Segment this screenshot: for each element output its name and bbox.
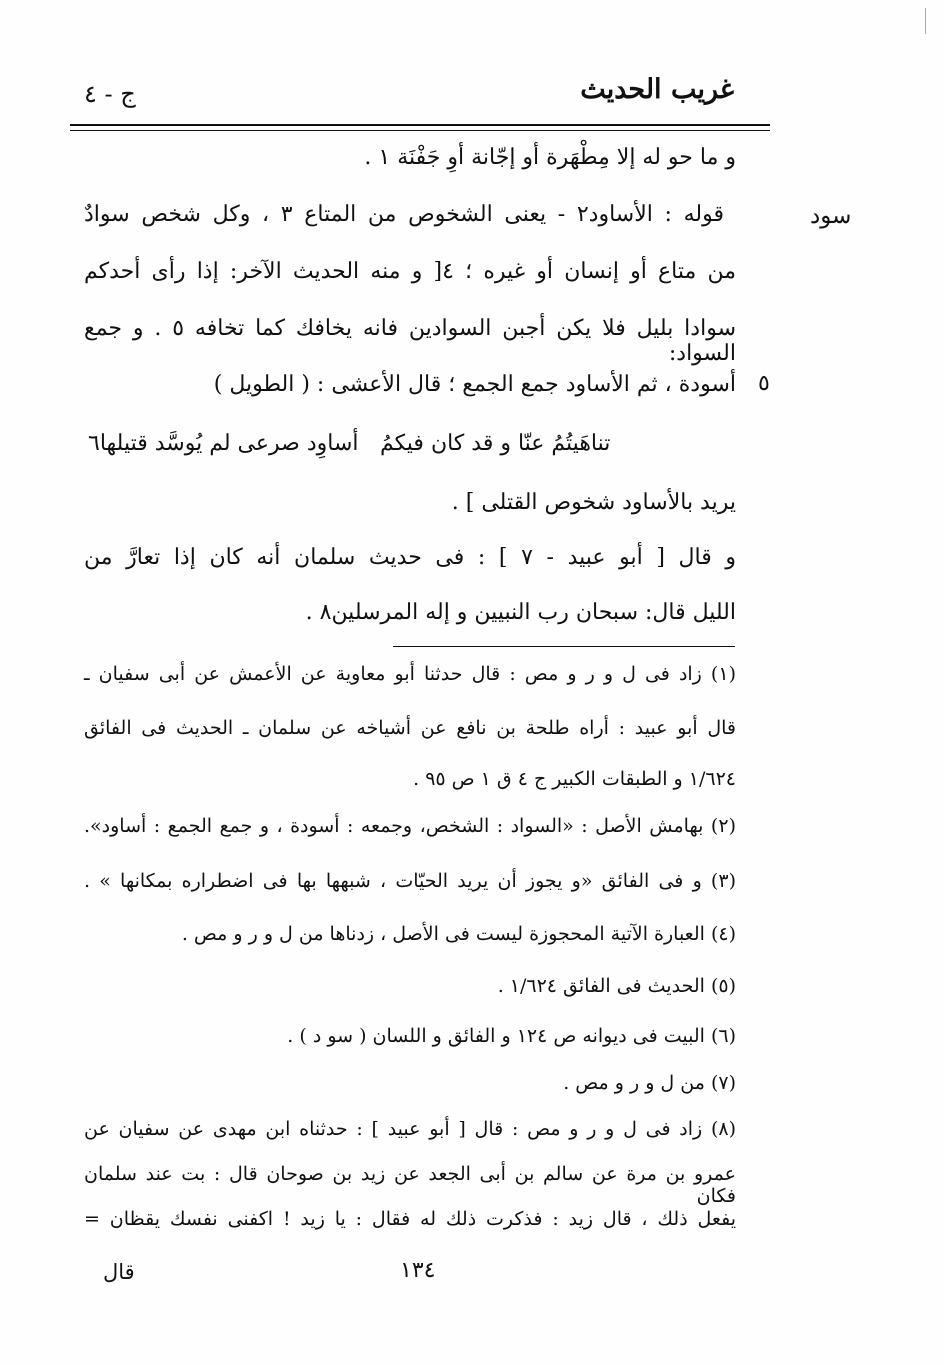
body-line: قوله : الأساود٢ - يعنى الشخوص من المتاع ٣ ، وكل شخص سوادٌ bbox=[84, 202, 724, 227]
volume-label: ج - ٤ bbox=[84, 80, 136, 108]
footnote-rule bbox=[393, 646, 735, 647]
footnote-line: (٧) من ل و ر و مص . bbox=[563, 1072, 736, 1094]
body-line: و ما حو له إلا مِطْهَرة أو إجّانة أوِ جَفْنَة ١ . bbox=[364, 145, 736, 170]
footnote-line: قال أبو عبيد : أراه طلحة بن نافع عن أشياخه عن سلمان ـ الحديث فى الفائق bbox=[84, 717, 736, 739]
body-line: من متاع أو إنسان أو غيره ؛ ٤[ و منه الحديث الآخر: إذا رأى أحدكم bbox=[84, 259, 736, 284]
footnote-line: (٤) العبارة الآتية المحجوزة ليست فى الأصل ، زدناها من ل و ر و مص . bbox=[181, 923, 736, 945]
footnote-line: (٨) زاد فى ل و ر و مص : قال [ أبو عبيد ] : حدثناه ابن مهدى عن سفيان عن bbox=[84, 1118, 736, 1140]
page-number: ١٣٤ bbox=[400, 1258, 436, 1283]
margin-keyword: سود bbox=[810, 203, 852, 229]
header-rule bbox=[70, 124, 770, 126]
footnote-line: (٢) بهامش الأصل : «السواد : الشخص، وجمعه : أسودة ، و جمع الجمع : أساود». bbox=[84, 815, 736, 837]
footnote-line: (٦) البيت فى ديوانه ص ١٢٤ و الفائق و اللسان ( سو د ) . bbox=[287, 1025, 736, 1047]
catchword: قال bbox=[103, 1260, 135, 1284]
body-line: و قال [ أبو عبيد - ٧ ] : فى حديث سلمان أنه كان إذا تعارَّ من bbox=[84, 545, 736, 570]
footnote-line: (١) زاد فى ل و ر و مص : قال حدثنا أبو معاوية عن الأعمش عن أبى سفيان ـ bbox=[84, 663, 736, 685]
verse-hemistich-2: أساوِد صرعى لم يُوسَّد قتيلها٦ bbox=[88, 431, 359, 456]
footnote-line: عمرو بن مرة عن سالم بن أبى الجعد عن زيد بن صوحان قال : بت عند سلمان فكان bbox=[84, 1163, 736, 1207]
footnote-line: (٥) الحديث فى الفائق ١/٦٢٤ . bbox=[497, 975, 736, 997]
body-line: سوادا بليل فلا يكن أجبن السوادين فانه يخافك كما تخافه ٥ . و جمع السواد: bbox=[84, 316, 737, 366]
margin-tick bbox=[925, 8, 926, 34]
body-line: أسودة ، ثم الأساود جمع الجمع ؛ قال الأعشى : ( الطويل ) bbox=[213, 372, 736, 397]
body-line: يريد بالأساود شخوص القتلى ] . bbox=[451, 490, 736, 515]
running-title: غريب الحديث bbox=[580, 74, 734, 105]
body-line: الليل قال: سبحان رب النبيين و إله المرسلين٨ . bbox=[305, 600, 736, 625]
footnote-line: يفعل ذلك ، قال زيد : فذكرت ذلك له فقال : يا زيد ! اكفنى نفسك يقظان = bbox=[84, 1208, 736, 1230]
footnote-line: ١/٦٢٤ و الطبقات الكبير ج ٤ ق ١ ص ٩٥ . bbox=[413, 768, 736, 790]
verse-hemistich-1: تناهَيتُمُ عنّا و قد كان فيكمُ bbox=[380, 431, 611, 456]
header-rule-thin bbox=[70, 130, 770, 131]
line-number: ٥ bbox=[758, 371, 770, 396]
footnote-line: (٣) و فى الفائق «و يجوز أن يريد الحيّات ، شبهها بها فى اضطراره بمكانها » . bbox=[84, 870, 736, 892]
